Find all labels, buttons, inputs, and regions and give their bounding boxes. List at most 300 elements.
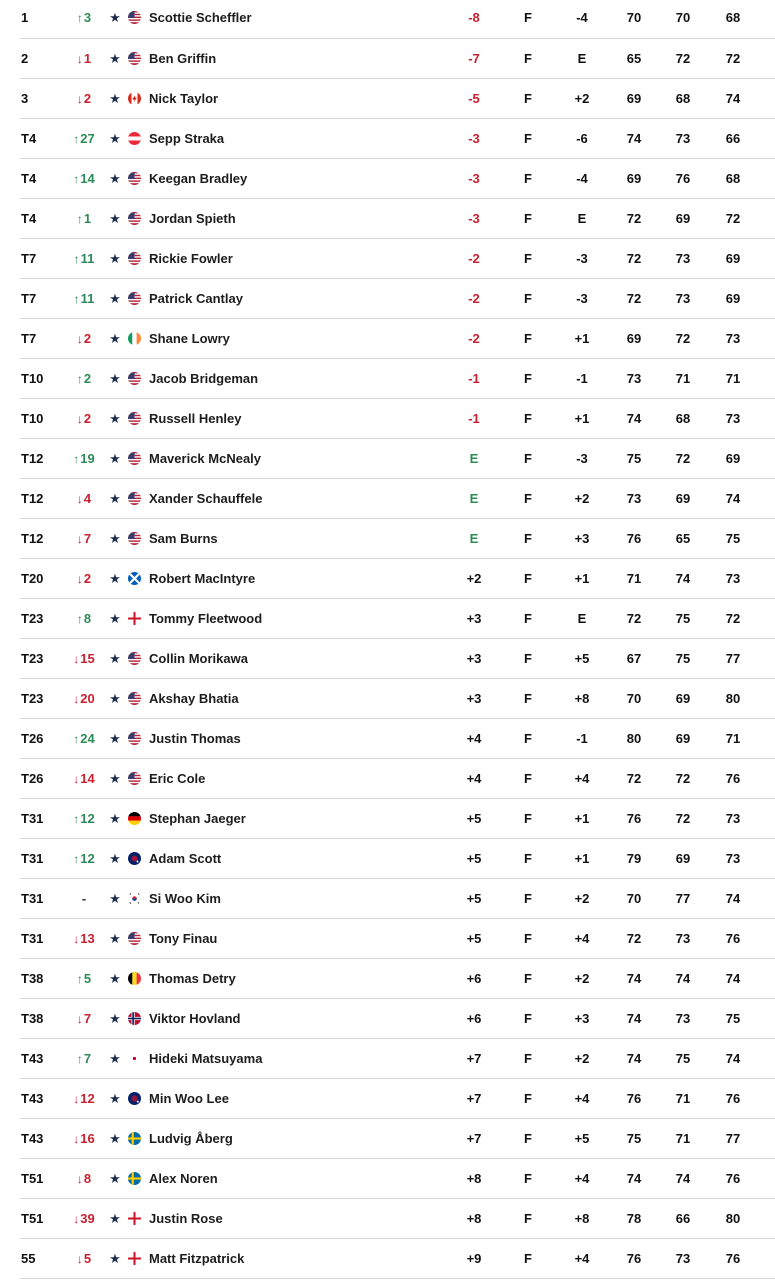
round-1-strokes: 69 [626,331,642,346]
round-3-strokes: 77 [725,1131,741,1146]
player-name[interactable]: Min Woo Lee [149,1091,229,1106]
round-1-strokes: 74 [626,1051,642,1066]
round-score: +2 [574,91,590,106]
position-change [60,999,108,1038]
favorite-star-icon[interactable]: ★ [109,211,121,226]
table-row[interactable] [20,359,775,399]
player-name[interactable]: Shane Lowry [149,331,230,346]
player-name[interactable]: Patrick Cantlay [149,291,243,306]
round-3-strokes: 80 [725,1211,741,1226]
table-row[interactable] [20,1119,775,1159]
table-row[interactable] [20,39,775,79]
table-row[interactable] [20,639,775,679]
round-score: -4 [576,171,588,186]
round-1-strokes: 73 [626,371,642,386]
player-name[interactable]: Akshay Bhatia [149,691,239,706]
round-2-strokes: 75 [675,651,691,666]
favorite-star-icon[interactable]: ★ [109,611,121,626]
table-row[interactable] [20,1039,775,1079]
table-row[interactable] [20,1239,775,1279]
round-3-strokes: 71 [725,371,741,386]
round-3-strokes: 75 [725,1011,741,1026]
position-change [60,119,108,158]
thru: F [524,691,532,706]
table-row[interactable] [20,279,775,319]
position-change [60,839,108,878]
round-3-strokes: 76 [725,1251,741,1266]
round-score: +1 [574,851,590,866]
position-change-value: 2 [83,331,92,346]
round-1-strokes: 70 [626,10,642,25]
favorite-star-icon[interactable]: ★ [109,291,121,306]
round-score: E [577,611,587,626]
round-2-strokes: 72 [675,771,691,786]
favorite-star-icon[interactable]: ★ [109,571,121,586]
favorite-star-icon[interactable]: ★ [109,971,121,986]
player-name[interactable]: Tommy Fleetwood [149,611,263,626]
country-flag-icon-ie [128,332,141,345]
round-3-strokes: 72 [725,611,741,626]
position-change-value: 2 [83,91,92,106]
position-change [60,1159,108,1198]
round-1-strokes: 72 [626,291,642,306]
favorite-star-icon[interactable]: ★ [109,691,121,706]
player-name[interactable]: Justin Rose [149,1211,223,1226]
country-flag-icon-be [128,972,141,985]
arrow-up-icon: ↑ [73,172,80,186]
round-1-strokes: 74 [626,1171,642,1186]
round-3-strokes: 72 [725,211,741,226]
favorite-star-icon[interactable]: ★ [109,451,121,466]
player-name[interactable]: Keegan Bradley [149,171,248,186]
thru: F [524,291,532,306]
round-3-strokes: 69 [725,291,741,306]
round-score: +2 [574,971,590,986]
position-change-value: 12 [80,851,95,866]
table-row[interactable] [20,679,775,719]
position-change-value: 5 [83,1251,92,1266]
country-flag-icon-us [128,172,141,185]
position-change-value: 2 [83,371,92,386]
arrow-up-icon: ↑ [73,732,80,746]
position-change [60,519,108,558]
round-3-strokes: 73 [725,851,741,866]
favorite-star-icon[interactable]: ★ [109,531,121,546]
total-score: +3 [466,691,482,706]
favorite-star-icon[interactable]: ★ [109,811,121,826]
round-3-strokes: 73 [725,411,741,426]
round-3-strokes: 69 [725,251,741,266]
round-score: +2 [574,491,590,506]
position: T4 [21,211,37,226]
total-score: +5 [466,891,482,906]
position: T26 [21,731,44,746]
round-score: +4 [574,1171,590,1186]
position-change-value: 7 [83,1051,92,1066]
position: T43 [21,1131,44,1146]
table-row[interactable] [20,479,775,519]
round-3-strokes: 73 [725,571,741,586]
player-name[interactable]: Jacob Bridgeman [149,371,259,386]
thru: F [524,851,532,866]
round-1-strokes: 72 [626,931,642,946]
position-change [60,639,108,678]
player-name[interactable]: Matt Fitzpatrick [149,1251,245,1266]
player-name[interactable]: Adam Scott [149,851,222,866]
position-change [60,319,108,358]
total-score: +7 [466,1091,482,1106]
position-change [60,239,108,278]
total-score: +7 [466,1051,482,1066]
table-row[interactable] [20,1159,775,1199]
round-1-strokes: 80 [626,731,642,746]
favorite-star-icon[interactable]: ★ [109,1051,121,1066]
position: T43 [21,1091,44,1106]
round-3-strokes: 71 [725,731,741,746]
player-name[interactable]: Sam Burns [149,531,218,546]
thru: F [524,331,532,346]
position: T23 [21,651,44,666]
thru: F [524,811,532,826]
position-change [60,599,108,638]
round-score: -4 [576,10,588,25]
total-score: +5 [466,851,482,866]
total-score: -3 [468,131,480,146]
arrow-down-icon: ↓ [73,652,80,666]
arrow-down-icon: ↓ [73,772,80,786]
round-1-strokes: 74 [626,131,642,146]
position: 1 [21,10,29,25]
round-1-strokes: 72 [626,611,642,626]
round-1-strokes: 75 [626,451,642,466]
total-score: +7 [466,1131,482,1146]
round-2-strokes: 73 [675,251,691,266]
position-change [60,759,108,798]
thru: F [524,891,532,906]
player-name[interactable]: Xander Schauffele [149,491,263,506]
position-change [60,1119,108,1158]
favorite-star-icon[interactable]: ★ [109,331,121,346]
table-row[interactable] [20,519,775,559]
position-change [60,1199,108,1238]
favorite-star-icon[interactable]: ★ [109,1131,121,1146]
favorite-star-icon[interactable]: ★ [109,851,121,866]
country-flag-icon-us [128,412,141,425]
position: T23 [21,611,44,626]
position: 2 [21,51,29,66]
player-name[interactable]: Rickie Fowler [149,251,233,266]
arrow-up-icon: ↑ [73,452,80,466]
position-change-value: - [81,891,87,906]
position-change [60,79,108,118]
total-score: +6 [466,971,482,986]
favorite-star-icon[interactable]: ★ [109,371,121,386]
position-change-value: 27 [80,131,95,146]
position-change [60,719,108,758]
table-row[interactable] [20,599,775,639]
player-name[interactable]: Tony Finau [149,931,218,946]
table-row[interactable] [20,839,775,879]
favorite-star-icon[interactable]: ★ [109,411,121,426]
table-row[interactable] [20,0,775,39]
favorite-star-icon[interactable]: ★ [109,1211,121,1226]
position-change [60,919,108,958]
round-score: -1 [576,731,588,746]
thru: F [524,1051,532,1066]
table-row[interactable] [20,999,775,1039]
position-change [60,1039,108,1078]
total-score: +8 [466,1171,482,1186]
total-score: E [469,491,479,506]
thru: F [524,1251,532,1266]
country-flag-icon-us [128,292,141,305]
round-score: +1 [574,411,590,426]
position: T10 [21,411,44,426]
position-change-value: 7 [83,531,92,546]
table-row[interactable] [20,879,775,919]
favorite-star-icon[interactable]: ★ [109,251,121,266]
round-2-strokes: 69 [675,491,691,506]
country-flag-icon-us [128,452,141,465]
thru: F [524,91,532,106]
round-3-strokes: 68 [725,171,741,186]
player-name[interactable]: Thomas Detry [149,971,236,986]
arrow-down-icon: ↓ [73,1092,80,1106]
player-name[interactable]: Justin Thomas [149,731,241,746]
round-score: +4 [574,1091,590,1106]
round-1-strokes: 76 [626,1251,642,1266]
arrow-down-icon: ↓ [76,1012,83,1026]
position-change-value: 2 [83,571,92,586]
favorite-star-icon[interactable]: ★ [109,731,121,746]
country-flag-icon-au [128,852,141,865]
position: T51 [21,1211,44,1226]
country-flag-icon-at [128,132,141,145]
total-score: -3 [468,171,480,186]
table-row[interactable] [20,759,775,799]
position-change-value: 1 [83,51,92,66]
country-flag-icon-us [128,772,141,785]
round-1-strokes: 70 [626,691,642,706]
country-flag-icon-us [128,492,141,505]
position-change-value: 15 [80,651,95,666]
player-name[interactable]: Maverick McNealy [149,451,262,466]
player-name[interactable]: Robert MacIntyre [149,571,256,586]
total-score: -2 [468,291,480,306]
player-name[interactable]: Alex Noren [149,1171,218,1186]
position-change [60,479,108,518]
position-change-value: 14 [80,771,95,786]
table-row[interactable] [20,79,775,119]
round-2-strokes: 68 [675,91,691,106]
round-1-strokes: 74 [626,411,642,426]
round-score: +2 [574,1051,590,1066]
round-3-strokes: 74 [725,971,741,986]
arrow-down-icon: ↓ [73,1132,80,1146]
arrow-down-icon: ↓ [76,332,83,346]
arrow-down-icon: ↓ [76,492,83,506]
arrow-up-icon: ↑ [76,972,83,986]
round-score: +1 [574,331,590,346]
total-score: +9 [466,1251,482,1266]
thru: F [524,211,532,226]
table-row[interactable] [20,239,775,279]
round-3-strokes: 69 [725,451,741,466]
position: T12 [21,531,44,546]
favorite-star-icon[interactable]: ★ [109,771,121,786]
player-name[interactable]: Hideki Matsuyama [149,1051,263,1066]
arrow-down-icon: ↓ [76,1252,83,1266]
country-flag-icon-us [128,532,141,545]
favorite-star-icon[interactable]: ★ [109,651,121,666]
round-2-strokes: 73 [675,1011,691,1026]
favorite-star-icon[interactable]: ★ [109,1251,121,1266]
position: T7 [21,251,37,266]
favorite-star-icon[interactable]: ★ [109,91,121,106]
round-score: -3 [576,251,588,266]
round-score: -3 [576,451,588,466]
round-score: +8 [574,1211,590,1226]
position: T7 [21,331,37,346]
table-row[interactable] [20,1079,775,1119]
total-score: +2 [466,571,482,586]
round-1-strokes: 76 [626,531,642,546]
arrow-down-icon: ↓ [73,692,80,706]
favorite-star-icon[interactable]: ★ [109,10,121,25]
table-row[interactable] [20,919,775,959]
round-score: +1 [574,811,590,826]
position-change [60,679,108,718]
position: T12 [21,451,44,466]
table-row[interactable] [20,159,775,199]
round-1-strokes: 76 [626,1091,642,1106]
round-2-strokes: 71 [675,1131,691,1146]
round-score: +2 [574,891,590,906]
favorite-star-icon[interactable]: ★ [109,491,121,506]
total-score: E [469,451,479,466]
favorite-star-icon[interactable]: ★ [109,1171,121,1186]
arrow-down-icon: ↓ [76,572,83,586]
round-score: +5 [574,651,590,666]
position-change-value: 11 [80,251,95,266]
round-1-strokes: 74 [626,971,642,986]
position: T38 [21,1011,44,1026]
position-change [60,1239,108,1278]
total-score: -5 [468,91,480,106]
position-change-value: 19 [80,451,95,466]
player-name[interactable]: Ben Griffin [149,51,217,66]
thru: F [524,1131,532,1146]
country-flag-icon-us [128,212,141,225]
total-score: -3 [468,211,480,226]
round-1-strokes: 79 [626,851,642,866]
position-change-value: 7 [83,1011,92,1026]
table-row[interactable] [20,1199,775,1239]
table-row[interactable] [20,399,775,439]
total-score: -2 [468,331,480,346]
round-score: E [577,51,587,66]
position-change-value: 13 [80,931,95,946]
player-name[interactable]: Si Woo Kim [149,891,221,906]
player-name[interactable]: Ludvig Åberg [149,1131,233,1146]
table-row[interactable] [20,719,775,759]
table-row[interactable] [20,319,775,359]
thru: F [524,971,532,986]
favorite-star-icon[interactable]: ★ [109,1011,121,1026]
position-change [60,1079,108,1118]
arrow-up-icon: ↑ [76,11,83,25]
round-2-strokes: 73 [675,1251,691,1266]
round-2-strokes: 76 [675,171,691,186]
favorite-star-icon[interactable]: ★ [109,171,121,186]
round-score: +5 [574,1131,590,1146]
player-name[interactable]: Sepp Straka [149,131,225,146]
round-1-strokes: 72 [626,251,642,266]
country-flag-icon-no [128,1012,141,1025]
player-name[interactable]: Jordan Spieth [149,211,236,226]
round-score: -6 [576,131,588,146]
round-2-strokes: 75 [675,1051,691,1066]
favorite-star-icon[interactable]: ★ [109,1091,121,1106]
round-1-strokes: 74 [626,1011,642,1026]
round-2-strokes: 71 [675,371,691,386]
favorite-star-icon[interactable]: ★ [109,931,121,946]
round-3-strokes: 76 [725,1091,741,1106]
table-row[interactable] [20,199,775,239]
thru: F [524,731,532,746]
position: 55 [21,1251,36,1266]
position-change-value: 2 [83,411,92,426]
table-row[interactable] [20,799,775,839]
favorite-star-icon[interactable]: ★ [109,51,121,66]
arrow-down-icon: ↓ [76,412,83,426]
round-1-strokes: 73 [626,491,642,506]
round-3-strokes: 76 [725,1171,741,1186]
player-name[interactable]: Stephan Jaeger [149,811,246,826]
round-3-strokes: 74 [725,891,741,906]
round-1-strokes: 69 [626,171,642,186]
table-row[interactable] [20,959,775,999]
country-flag-icon-de [128,812,141,825]
thru: F [524,171,532,186]
player-name[interactable]: Viktor Hovland [149,1011,241,1026]
arrow-up-icon: ↑ [76,372,83,386]
thru: F [524,411,532,426]
round-2-strokes: 75 [675,611,691,626]
round-score: -1 [576,371,588,386]
table-row[interactable] [20,559,775,599]
table-row[interactable] [20,119,775,159]
position: T31 [21,931,44,946]
player-name[interactable]: Nick Taylor [149,91,219,106]
favorite-star-icon[interactable]: ★ [109,891,121,906]
player-name[interactable]: Collin Morikawa [149,651,248,666]
position: T23 [21,691,44,706]
favorite-star-icon[interactable]: ★ [109,131,121,146]
player-name[interactable]: Russell Henley [149,411,242,426]
arrow-up-icon: ↑ [73,852,80,866]
round-2-strokes: 74 [675,1171,691,1186]
thru: F [524,611,532,626]
country-flag-icon-eng [128,1212,141,1225]
total-score: +5 [466,931,482,946]
country-flag-icon-se [128,1172,141,1185]
arrow-up-icon: ↑ [73,812,80,826]
position-change [60,0,108,38]
player-name[interactable]: Scottie Scheffler [149,10,252,25]
player-name[interactable]: Eric Cole [149,771,206,786]
table-row[interactable] [20,439,775,479]
